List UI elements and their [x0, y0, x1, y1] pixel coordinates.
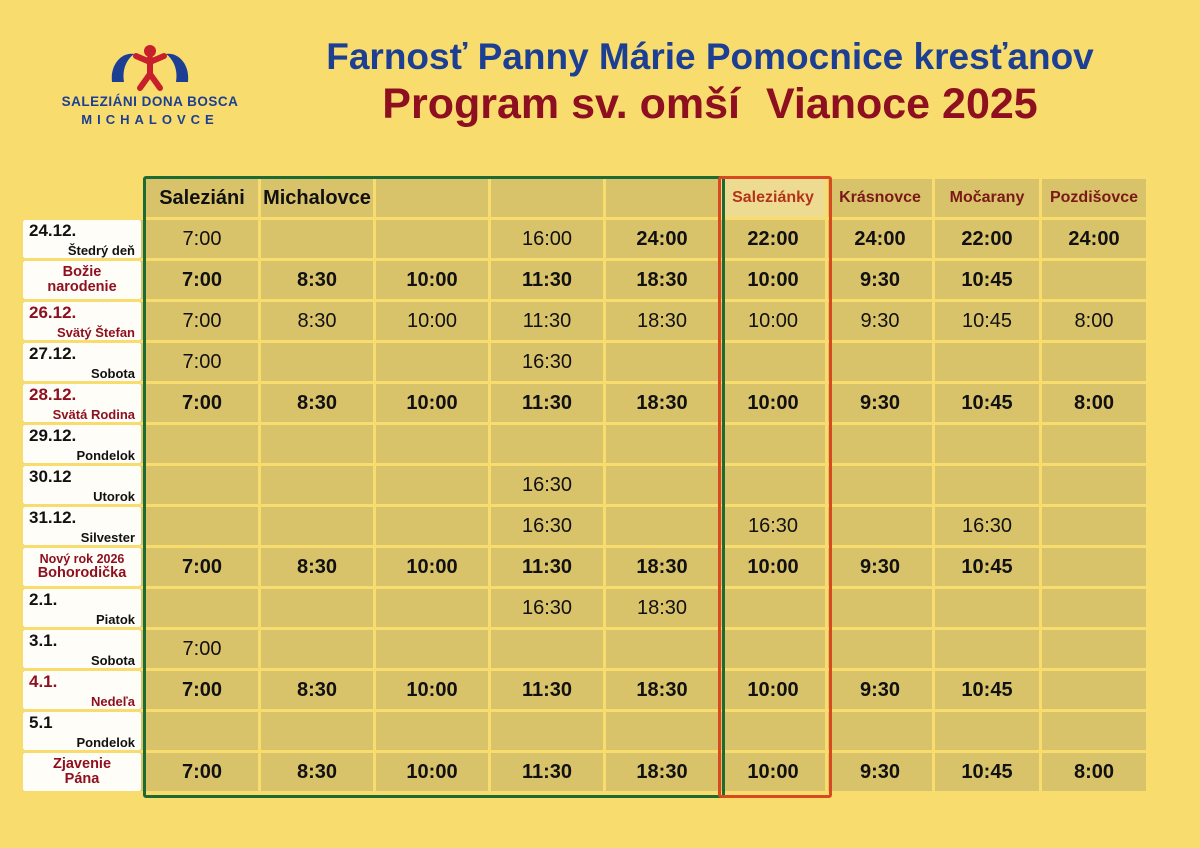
cell-saleziani-5: [606, 630, 718, 668]
cell-saleziani-3: 10:00: [376, 753, 488, 791]
cell-krasnovce: [828, 507, 932, 545]
header-spacer: [23, 179, 143, 217]
cell-mocarany: 10:45: [935, 261, 1039, 299]
row-day-label: [23, 384, 143, 422]
cell-saleziani-2: [261, 589, 373, 627]
program-title-season: Vianoce 2025: [765, 79, 1038, 128]
cell-salezianky: [721, 589, 825, 627]
cell-saleziani-4: [491, 425, 603, 463]
row-date: 30.12: [29, 467, 72, 486]
row-dayname: Svätá Rodina: [52, 407, 135, 422]
cell-saleziani-4: 11:30: [491, 302, 603, 340]
cell-krasnovce: [828, 712, 932, 750]
parish-title: Farnosť Panny Márie Pomocnice kresťanov: [326, 36, 1094, 77]
row-day-label: [23, 671, 143, 709]
cell-saleziani-5: 18:30: [606, 548, 718, 586]
cell-saleziani-5: [606, 343, 718, 381]
cell-saleziani-4: 16:30: [491, 343, 603, 381]
cell-krasnovce: 9:30: [828, 753, 932, 791]
cell-saleziani-2: 8:30: [261, 753, 373, 791]
cell-saleziani-2: [261, 425, 373, 463]
cell-saleziani-3: [376, 589, 488, 627]
cell-mocarany: [935, 425, 1039, 463]
cell-mocarany: [935, 466, 1039, 504]
cell-krasnovce: [828, 425, 932, 463]
cell-saleziani-5: 18:30: [606, 589, 718, 627]
cell-saleziani-3: [376, 712, 488, 750]
cell-saleziani-1: 7:00: [146, 671, 258, 709]
cell-salezianky: 10:00: [721, 548, 825, 586]
salesian-logo-icon: [40, 40, 260, 92]
table-row: [23, 384, 1146, 422]
cell-mocarany: 10:45: [935, 384, 1039, 422]
row-dayname: Pondelok: [76, 735, 135, 750]
table-row: [23, 589, 1146, 627]
cell-saleziani-5: [606, 425, 718, 463]
cell-krasnovce: 24:00: [828, 220, 932, 258]
row-date: 26.12.: [29, 303, 77, 322]
cell-saleziani-2: 8:30: [261, 261, 373, 299]
group-header-salezianky: Saleziánky: [721, 179, 825, 217]
row-day-label: [23, 302, 143, 340]
group-header-blank-1: [376, 179, 488, 217]
cell-krasnovce: 9:30: [828, 548, 932, 586]
cell-pozdisovce: [1042, 425, 1146, 463]
cell-saleziani-3: 10:00: [376, 671, 488, 709]
cell-krasnovce: [828, 589, 932, 627]
cell-mocarany: 10:45: [935, 753, 1039, 791]
cell-mocarany: 16:30: [935, 507, 1039, 545]
cell-saleziani-1: 7:00: [146, 220, 258, 258]
cell-krasnovce: [828, 466, 932, 504]
table-row: [23, 261, 1146, 299]
row-day-center-text: Nový rok 2026: [39, 551, 125, 566]
program-title-main: Program sv. omší: [382, 79, 740, 128]
row-date: 31.12.: [29, 508, 77, 527]
cell-pozdisovce: [1042, 671, 1146, 709]
cell-saleziani-1: [146, 507, 258, 545]
table-row: [23, 425, 1146, 463]
cell-pozdisovce: 8:00: [1042, 302, 1146, 340]
cell-pozdisovce: [1042, 507, 1146, 545]
cell-saleziani-4: 11:30: [491, 384, 603, 422]
cell-saleziani-4: 11:30: [491, 753, 603, 791]
row-date: 3.1.: [29, 631, 58, 650]
group-header-saleziani: Saleziáni: [146, 179, 258, 217]
row-date: 27.12.: [29, 344, 77, 363]
row-dayname: Silvester: [80, 530, 135, 545]
cell-saleziani-5: 18:30: [606, 302, 718, 340]
cell-saleziani-2: 8:30: [261, 302, 373, 340]
cell-krasnovce: [828, 630, 932, 668]
cell-saleziani-2: [261, 343, 373, 381]
cell-saleziani-1: 7:00: [146, 343, 258, 381]
cell-saleziani-2: [261, 712, 373, 750]
group-header-blank-3: [606, 179, 718, 217]
cell-pozdisovce: [1042, 261, 1146, 299]
row-day-label: [23, 712, 143, 750]
row-date: 24.12.: [29, 221, 77, 240]
cell-salezianky: [721, 630, 825, 668]
cell-saleziani-2: 8:30: [261, 384, 373, 422]
group-header-michalovce: Michalovce: [261, 179, 373, 217]
cell-saleziani-5: 18:30: [606, 384, 718, 422]
cell-saleziani-1: [146, 712, 258, 750]
cell-salezianky: [721, 425, 825, 463]
cell-saleziani-3: [376, 507, 488, 545]
row-date: 4.1.: [29, 672, 58, 691]
cell-saleziani-3: [376, 466, 488, 504]
cell-saleziani-4: 11:30: [491, 548, 603, 586]
cell-salezianky: 10:00: [721, 384, 825, 422]
row-dayname: Sobota: [90, 653, 135, 668]
row-day-label: [23, 507, 143, 545]
table-header-row: [23, 179, 1146, 217]
cell-saleziani-3: 10:00: [376, 261, 488, 299]
cell-saleziani-2: 8:30: [261, 548, 373, 586]
cell-saleziani-2: [261, 466, 373, 504]
cell-salezianky: [721, 712, 825, 750]
schedule-body: [23, 220, 1146, 791]
row-dayname: Utorok: [93, 489, 135, 504]
cell-saleziani-5: 24:00: [606, 220, 718, 258]
row-dayname: Pondelok: [76, 448, 135, 463]
cell-saleziani-1: 7:00: [146, 630, 258, 668]
cell-salezianky: 22:00: [721, 220, 825, 258]
cell-mocarany: 22:00: [935, 220, 1039, 258]
cell-krasnovce: [828, 343, 932, 381]
cell-saleziani-1: 7:00: [146, 548, 258, 586]
cell-saleziani-3: 10:00: [376, 302, 488, 340]
row-date: 2.1.: [29, 590, 58, 609]
cell-saleziani-2: [261, 630, 373, 668]
table-row: [23, 220, 1146, 258]
table-row: [23, 466, 1146, 504]
title-block: [240, 38, 1180, 128]
row-dayname: Sobota: [90, 366, 135, 381]
cell-saleziani-5: [606, 466, 718, 504]
cell-pozdisovce: 8:00: [1042, 384, 1146, 422]
cell-saleziani-4: [491, 712, 603, 750]
cell-salezianky: 16:30: [721, 507, 825, 545]
cell-saleziani-4: 11:30: [491, 671, 603, 709]
row-date: 5.1: [29, 713, 53, 732]
row-dayname: Svätý Štefan: [56, 325, 135, 340]
cell-saleziani-4: [491, 630, 603, 668]
table-row: [23, 671, 1146, 709]
row-day-center-text: Božie: [62, 263, 102, 280]
logo-text-secondary: MICHALOVCE: [81, 112, 219, 127]
row-day-center-text: Pána: [64, 771, 100, 787]
row-day-label: [23, 753, 143, 791]
logo-text-primary: SALEZIÁNI DONA BOSCA: [61, 94, 239, 109]
row-day-label: [23, 343, 143, 381]
cell-pozdisovce: [1042, 466, 1146, 504]
cell-krasnovce: 9:30: [828, 302, 932, 340]
row-date: 29.12.: [29, 426, 77, 445]
cell-saleziani-1: [146, 425, 258, 463]
cell-saleziani-2: [261, 507, 373, 545]
cell-pozdisovce: [1042, 630, 1146, 668]
cell-pozdisovce: [1042, 589, 1146, 627]
row-day-center-text: Zjavenie: [52, 755, 112, 772]
parish-logo: [40, 40, 260, 127]
cell-saleziani-1: 7:00: [146, 261, 258, 299]
cell-mocarany: [935, 589, 1039, 627]
row-day-label: [23, 466, 143, 504]
cell-saleziani-3: [376, 425, 488, 463]
cell-saleziani-3: [376, 343, 488, 381]
cell-saleziani-1: [146, 589, 258, 627]
cell-saleziani-1: 7:00: [146, 753, 258, 791]
mass-schedule: [20, 176, 1149, 794]
table-row: [23, 302, 1146, 340]
cell-salezianky: 10:00: [721, 261, 825, 299]
cell-mocarany: 10:45: [935, 671, 1039, 709]
cell-saleziani-1: [146, 466, 258, 504]
table-row: [23, 507, 1146, 545]
row-dayname: Nedeľa: [90, 694, 135, 709]
row-day-label: [23, 548, 143, 586]
table-row: [23, 548, 1146, 586]
row-date: 28.12.: [29, 385, 77, 404]
cell-saleziani-5: [606, 507, 718, 545]
table-row: [23, 712, 1146, 750]
cell-pozdisovce: 24:00: [1042, 220, 1146, 258]
row-day-label: [23, 261, 143, 299]
cell-pozdisovce: 8:00: [1042, 753, 1146, 791]
cell-krasnovce: 9:30: [828, 671, 932, 709]
cell-saleziani-4: 16:30: [491, 466, 603, 504]
cell-krasnovce: 9:30: [828, 261, 932, 299]
group-header-krasnovce: Krásnovce: [828, 179, 932, 217]
group-header-mocarany: Močarany: [935, 179, 1039, 217]
cell-pozdisovce: [1042, 712, 1146, 750]
cell-saleziani-2: [261, 220, 373, 258]
cell-pozdisovce: [1042, 343, 1146, 381]
cell-saleziani-4: 16:00: [491, 220, 603, 258]
table-row: [23, 343, 1146, 381]
cell-saleziani-2: 8:30: [261, 671, 373, 709]
cell-saleziani-1: 7:00: [146, 384, 258, 422]
group-header-blank-2: [491, 179, 603, 217]
cell-salezianky: [721, 343, 825, 381]
row-dayname: Štedrý deň: [67, 243, 135, 258]
cell-pozdisovce: [1042, 548, 1146, 586]
cell-salezianky: 10:00: [721, 671, 825, 709]
cell-saleziani-5: 18:30: [606, 671, 718, 709]
cell-krasnovce: 9:30: [828, 384, 932, 422]
schedule-table: [20, 176, 1149, 794]
row-day-label: [23, 220, 143, 258]
group-header-pozdisovce: Pozdišovce: [1042, 179, 1146, 217]
row-day-center-text: narodenie: [47, 279, 117, 295]
page-header: [0, 0, 1200, 165]
cell-saleziani-3: [376, 630, 488, 668]
cell-mocarany: 10:45: [935, 548, 1039, 586]
row-day-center-text: Bohorodička: [37, 564, 127, 581]
cell-salezianky: 10:00: [721, 753, 825, 791]
cell-saleziani-5: 18:30: [606, 261, 718, 299]
program-title: [240, 81, 1180, 128]
table-row: [23, 753, 1146, 791]
table-row: [23, 630, 1146, 668]
cell-mocarany: [935, 630, 1039, 668]
cell-mocarany: [935, 712, 1039, 750]
cell-mocarany: [935, 343, 1039, 381]
cell-saleziani-5: [606, 712, 718, 750]
row-dayname: Piatok: [95, 612, 135, 627]
row-day-label: [23, 630, 143, 668]
cell-salezianky: [721, 466, 825, 504]
cell-salezianky: 10:00: [721, 302, 825, 340]
cell-saleziani-3: [376, 220, 488, 258]
cell-saleziani-4: 16:30: [491, 507, 603, 545]
row-day-label: [23, 589, 143, 627]
cell-saleziani-4: 16:30: [491, 589, 603, 627]
cell-saleziani-3: 10:00: [376, 384, 488, 422]
cell-mocarany: 10:45: [935, 302, 1039, 340]
cell-saleziani-4: 11:30: [491, 261, 603, 299]
cell-saleziani-3: 10:00: [376, 548, 488, 586]
cell-saleziani-1: 7:00: [146, 302, 258, 340]
cell-saleziani-5: 18:30: [606, 753, 718, 791]
row-day-label: [23, 425, 143, 463]
